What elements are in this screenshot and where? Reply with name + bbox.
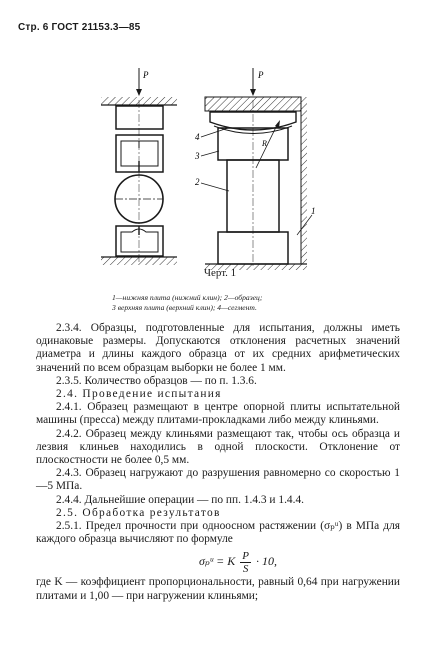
figure-drawing (0, 0, 428, 300)
force-label-left: P (143, 70, 149, 80)
right-assembly (194, 68, 316, 270)
paragraph-2-4-3: 2.4.3. Образец нагружают до разрушения равномерно со скоростью 1—5 МПа. (36, 467, 400, 493)
section-heading-2-4: 2.4. Проведение испытания (56, 388, 222, 401)
left-assembly (101, 68, 177, 265)
section-heading-2-5: 2.5. Обработка результатов (56, 506, 221, 519)
callout-3: 3 (195, 151, 200, 161)
figure-caption: Черт. 1 (203, 267, 237, 279)
callout-2: 2 (195, 177, 200, 187)
paragraph-2-3-4: 2.3.4. Образцы, подготовленные для испытания, должны иметь одинаковые размеры. Допускаются отклонения расчетных значений диаметра и длины каждого образца от их средних арифметических значений по всем образцам выборки не более 1 мм. (36, 322, 400, 374)
force-label-right: P (258, 70, 264, 80)
formula-fraction (240, 550, 251, 575)
formula (36, 546, 400, 576)
figure-legend (112, 293, 412, 313)
formula-numerator: P (242, 550, 250, 563)
paragraph-where: где K — коэффициент пропорциональности, равный 0,64 при нагружении плитами и 1,00 — при нагружении клиньями; (36, 576, 400, 602)
paragraph-2-5-1: 2.5.1. Предел прочности при одноосном растяжении (σₚᵘ) в МПа для каждого образца вычисляют по формуле (36, 520, 400, 546)
paragraph-2-4-2: 2.4.2. Образец между клиньями размещают так, чтобы ось образца и лезвия клиньев находились в одной плоскости. Отклонение от плоскостности не более 0,5 мм. (36, 427, 400, 467)
callout-4: 4 (195, 132, 200, 142)
page-header: Стр. 6 ГОСТ 21153.3—85 (18, 22, 141, 33)
paragraph-2-4-4: 2.4.4. Дальнейшие операции — по пп. 1.4.3 и 1.4.4. (56, 493, 304, 506)
formula-rhs: · 10, (256, 554, 278, 569)
formula-denominator: S (242, 563, 249, 576)
document-body (36, 322, 400, 603)
legend-line-1: 1—нижняя плита (нижний клин); 2—образец; (112, 293, 263, 302)
formula-lhs: σₚᵘ = K (198, 554, 236, 569)
legend-line-2: 3 верхняя плита (верхний клин); 4—сегмент. (112, 303, 257, 312)
paragraph-2-3-5: 2.3.5. Количество образцов — по п. 1.3.6. (56, 374, 257, 387)
paragraph-2-4-1: 2.4.1. Образец размещают в центре опорной плиты испытательной машины (пресса) между плитами-прокладками либо между клиньями. (36, 401, 400, 427)
callout-1: 1 (311, 206, 316, 216)
radius-label: R (262, 139, 267, 148)
